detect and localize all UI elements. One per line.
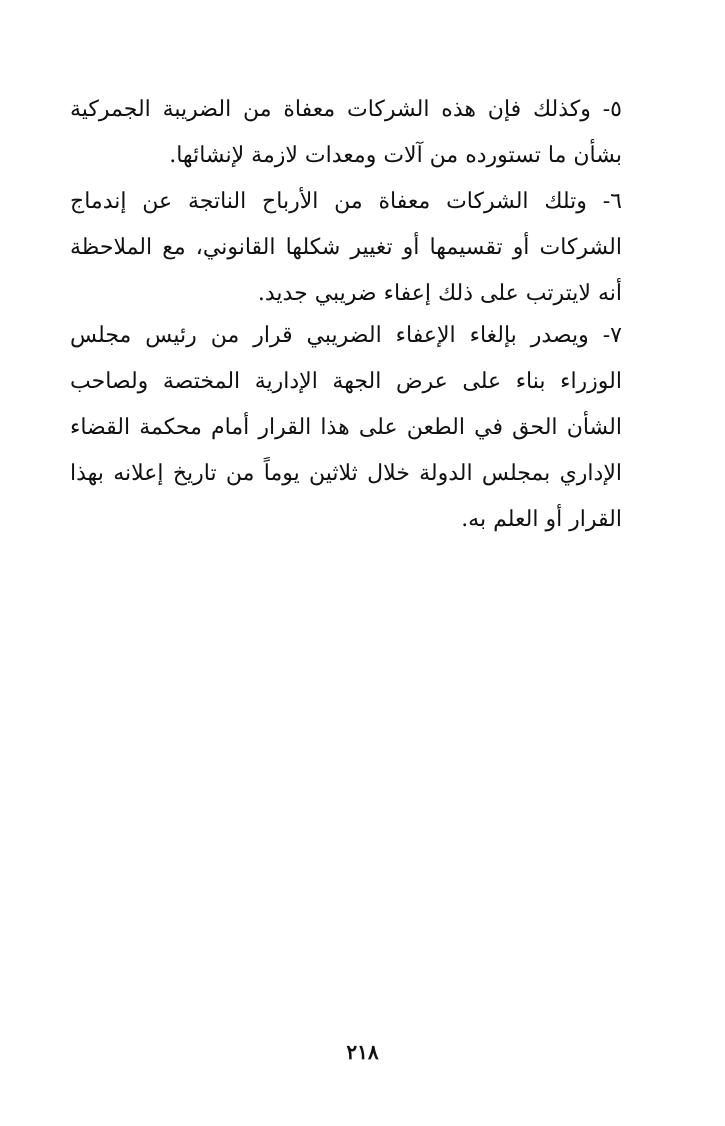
paragraph-item-7: ٧- ويصدر بإلغاء الإعفاء الضريبي قرار من رئيس مجلس الوزراء بناء على عرض الجهة الإدارية المختصة ولصاحب الشأن الحق في الطعن على هذا القرار أمام محكمة القضاء الإداري بمجلس الدولة خلال ثلاثين يوماً من تاريخ إعلانه بهذا القرار أو العلم به.	[70, 323, 622, 532]
page-number: ٢١٨	[346, 1040, 379, 1064]
paragraph-item-5: ٥- وكذلك فإن هذه الشركات معفاة من الضريبة الجمركية بشأن ما تستورده من آلات ومعدات لازمة لإنشائها.	[70, 97, 622, 168]
paragraph-item-6: ٦- وتلك الشركات معفاة من الأرباح الناتجة عن إندماج الشركات أو تقسيمها أو تغيير شكلها القانوني، مع الملاحظة أنه لايترتب على ذلك إعفاء ضريبي جديد.	[70, 189, 622, 306]
